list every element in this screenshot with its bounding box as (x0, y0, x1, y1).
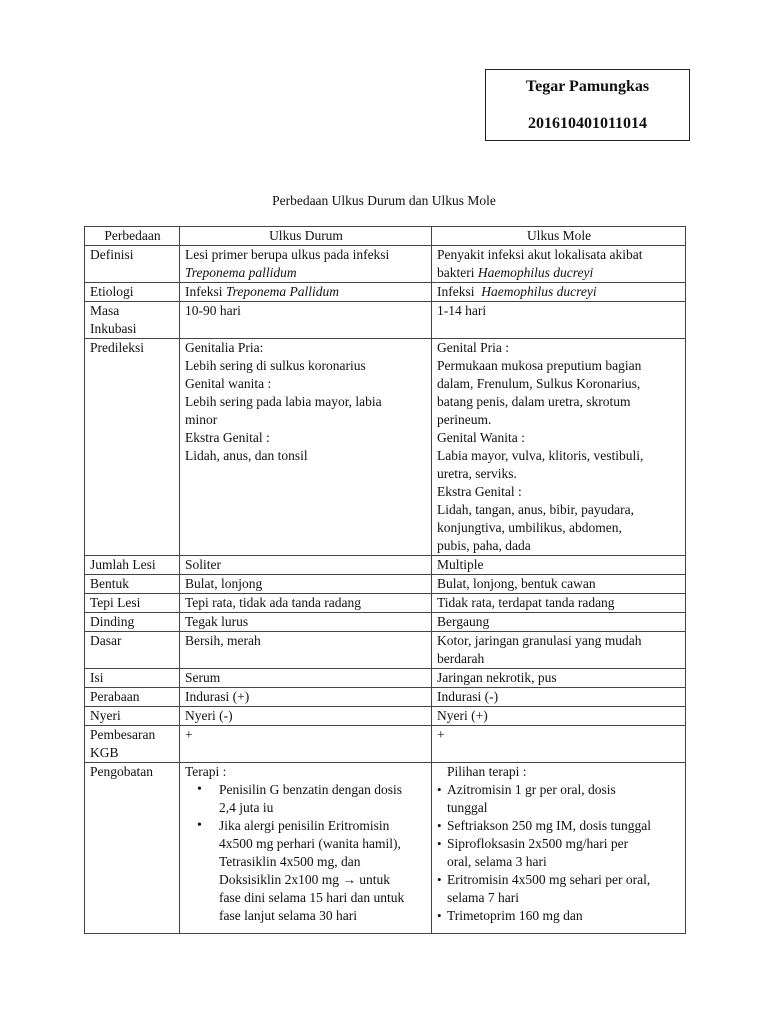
cell-mole: Bergaung (432, 613, 686, 632)
row-label: Bentuk (85, 575, 180, 594)
row-label: Nyeri (85, 707, 180, 726)
cell-durum: 10-90 hari (180, 302, 432, 339)
cell-durum: + (180, 726, 432, 763)
cell-durum (180, 283, 432, 302)
row-label: Pengobatan (85, 763, 180, 934)
therapy-intro: Terapi : (185, 764, 227, 779)
cell-italic-text: Treponema pallidum (185, 265, 297, 280)
table-row (85, 632, 686, 669)
table-row (85, 763, 686, 934)
therapy-list (437, 781, 681, 925)
row-label: Jumlah Lesi (85, 556, 180, 575)
cell-mole: Bulat, lonjong, bentuk cawan (432, 575, 686, 594)
cell-mole: Multiple (432, 556, 686, 575)
cell-durum: Bersih, merah (180, 632, 432, 669)
cell-mole (432, 283, 686, 302)
cell-mole: Genital Pria : Permukaan mukosa preputium bagian dalam, Frenulum, Sulkus Koronarius, batang penis, dalam uretra, skrotum perineum. Genital Wanita : Labia mayor, vulva, klitoris, vestibuli, uretra, serviks. Ekstra Genital : Lidah, tangan, anus, bibir, payudara, konjungtiva, umbilikus, abdomen, pubis, paha, dada (432, 339, 686, 556)
cell-mole (432, 246, 686, 283)
table-row (85, 726, 686, 763)
table-row (85, 594, 686, 613)
list-item: • Seftriakson 250 mg IM, dosis tunggal (437, 817, 681, 835)
header-ulkus-mole: Ulkus Mole (432, 227, 686, 246)
cell-mole (432, 763, 686, 934)
author-box (485, 69, 690, 141)
cell-mole: 1-14 hari (432, 302, 686, 339)
table-header-row (85, 227, 686, 246)
row-label: Pembesaran KGB (85, 726, 180, 763)
cell-text: Infeksi (185, 284, 223, 299)
list-item: • Trimetoprim 160 mg dan (437, 907, 681, 925)
table-row (85, 339, 686, 556)
row-label: Tepi Lesi (85, 594, 180, 613)
row-label: Dasar (85, 632, 180, 669)
cell-durum: Tegak lurus (180, 613, 432, 632)
cell-mole: Tidak rata, terdapat tanda radang (432, 594, 686, 613)
list-item: • Siprofloksasin 2x500 mg/hari per oral, selama 3 hari (437, 835, 681, 871)
row-label: Etiologi (85, 283, 180, 302)
list-item: • Jika alergi penisilin Eritromisin 4x500 mg perhari (wanita hamil), Tetrasiklin 4x500 mg, dan Doksisiklin 2x100 mg → untuk fase dini selama 15 hari dan untuk fase lanjut selama 30 hari (219, 817, 427, 925)
therapy-list (185, 781, 427, 925)
cell-durum: Tepi rata, tidak ada tanda radang (180, 594, 432, 613)
therapy-intro: Pilihan terapi : (447, 764, 527, 779)
cell-durum: Bulat, lonjong (180, 575, 432, 594)
document-title: Perbedaan Ulkus Durum dan Ulkus Mole (272, 193, 496, 208)
cell-mole: Indurasi (-) (432, 688, 686, 707)
table-row (85, 575, 686, 594)
cell-italic-text: Haemophilus ducreyi (481, 284, 597, 299)
table-row (85, 613, 686, 632)
comparison-table (84, 226, 686, 934)
row-label: Masa Inkubasi (85, 302, 180, 339)
row-label: Isi (85, 669, 180, 688)
cell-mole: + (432, 726, 686, 763)
cell-italic-text: Haemophilus ducreyi (477, 265, 594, 280)
row-label: Perabaan (85, 688, 180, 707)
table-row (85, 688, 686, 707)
cell-durum: Serum (180, 669, 432, 688)
row-label: Definisi (85, 246, 180, 283)
cell-text: Infeksi (437, 284, 475, 299)
cell-italic-text: Treponema Pallidum (225, 284, 339, 299)
cell-durum (180, 246, 432, 283)
row-label: Predileksi (85, 339, 180, 556)
cell-durum: Genitalia Pria: Lebih sering di sulkus koronarius Genital wanita : Lebih sering pada labia mayor, labia minor Ekstra Genital : Lidah, anus, dan tonsil (180, 339, 432, 556)
row-label: Dinding (85, 613, 180, 632)
cell-durum: Nyeri (-) (180, 707, 432, 726)
cell-text: Penyakit infeksi akut lokalisata akibat (437, 247, 643, 262)
table-row (85, 707, 686, 726)
table-row (85, 556, 686, 575)
list-item: • Azitromisin 1 gr per oral, dosis tunggal (437, 781, 681, 817)
header-perbedaan: Perbedaan (85, 227, 180, 246)
table-row (85, 246, 686, 283)
author-id: 201610401011014 (527, 115, 648, 132)
cell-mole: Jaringan nekrotik, pus (432, 669, 686, 688)
list-item: • Penisilin G benzatin dengan dosis 2,4 juta iu (219, 781, 427, 817)
author-name: Tegar Pamungkas (525, 78, 650, 95)
list-item: • Eritromisin 4x500 mg sehari per oral, selama 7 hari (437, 871, 681, 907)
cell-mole: Kotor, jaringan granulasi yang mudah berdarah (432, 632, 686, 669)
header-ulkus-durum: Ulkus Durum (180, 227, 432, 246)
table-row (85, 283, 686, 302)
cell-text: Lesi primer berupa ulkus pada infeksi (185, 247, 390, 262)
table-row (85, 302, 686, 339)
cell-durum (180, 763, 432, 934)
table-row (85, 669, 686, 688)
cell-durum: Soliter (180, 556, 432, 575)
cell-durum: Indurasi (+) (180, 688, 432, 707)
cell-mole: Nyeri (+) (432, 707, 686, 726)
cell-text: bakteri (437, 265, 475, 280)
